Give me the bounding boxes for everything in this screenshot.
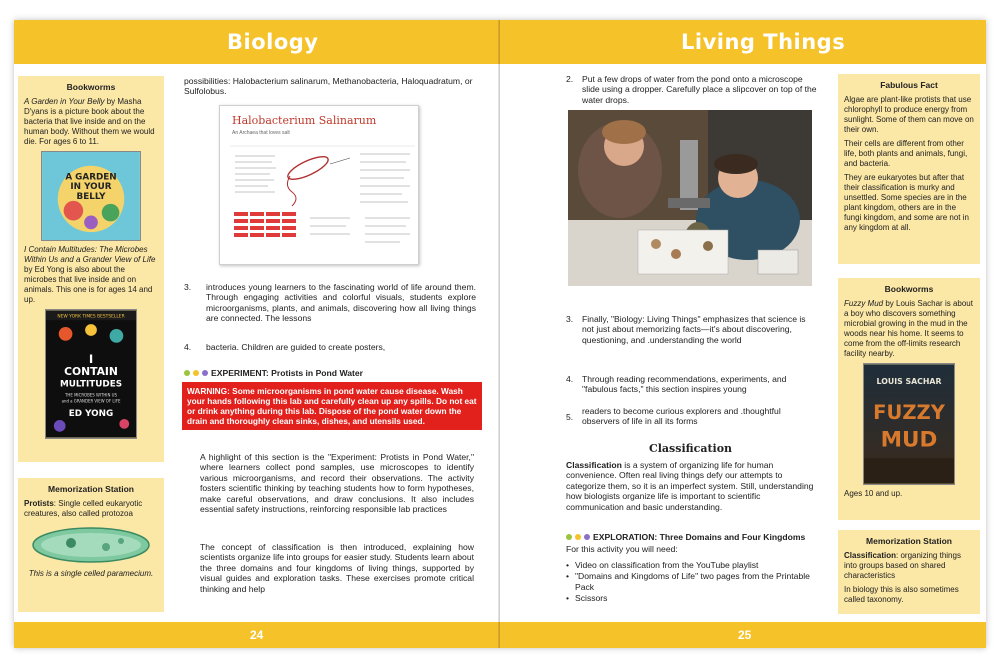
svg-text:THE MICROBES WITHIN US: THE MICROBES WITHIN US bbox=[65, 392, 117, 398]
list-item: • Video on classification from the YouTube playlist bbox=[566, 560, 818, 570]
sidebar-title: Fabulous Fact bbox=[880, 80, 938, 90]
header-band bbox=[500, 20, 986, 64]
svg-text:MUD: MUD bbox=[880, 427, 938, 453]
purple-dot-icon bbox=[584, 534, 590, 540]
fabulous-fact-sidebar bbox=[838, 74, 980, 264]
fact-paragraph: Algae are plant-like protists that use chlorophyll to produce energy from sunlight. Some of them can move on their own. bbox=[844, 94, 974, 134]
supplies-list bbox=[566, 560, 818, 605]
item-number: 3. bbox=[566, 314, 574, 324]
definition: Classification: organizing things into groups based on shared characteristics bbox=[844, 550, 961, 580]
bookworms-sidebar bbox=[18, 76, 164, 462]
purple-dot-icon bbox=[202, 370, 208, 376]
page-header-title: Biology bbox=[227, 30, 319, 54]
item-number: 4. bbox=[184, 342, 192, 352]
exploration-title-text: EXPLORATION: Three Domains and Four Kingdoms bbox=[593, 532, 806, 542]
svg-text:I: I bbox=[88, 351, 94, 366]
footer-band bbox=[500, 622, 986, 648]
svg-text:CONTAIN: CONTAIN bbox=[64, 364, 118, 378]
microscope-photo bbox=[568, 110, 812, 286]
classification-heading: Classification bbox=[649, 442, 733, 455]
book-description: Fuzzy Mud by Louis Sachar is about a boy who discovers something microbial growing in the mud in the woods near his home. It seems to come from the off-limits research facility nearby. bbox=[844, 298, 973, 358]
list-item: • Scissors bbox=[566, 593, 818, 603]
garden-book-cover bbox=[41, 151, 141, 241]
paramecium-illustration bbox=[26, 523, 156, 567]
book-spread bbox=[14, 20, 986, 648]
sidebar-title: Memorization Station bbox=[866, 536, 952, 546]
list-item: • "Domains and Kingdoms of Life" two pages from the Printable Pack bbox=[566, 571, 818, 592]
header-band bbox=[14, 20, 500, 64]
left-page bbox=[14, 20, 500, 648]
warning-box: WARNING: Some microorganisms in pond water cause disease. Wash your hands following this lab and carefully clean up any spills. Do not eat or drink anything during this lab. Dispose of the pond water down the drain and thoroughly clean sinks, dishes, and utensils used. bbox=[182, 382, 482, 430]
halobacterium-sketch bbox=[220, 106, 420, 266]
list-item bbox=[566, 314, 818, 358]
item-number: 5. bbox=[566, 412, 574, 422]
svg-text:FUZZY: FUZZY bbox=[873, 400, 945, 424]
page-number: 24 bbox=[250, 628, 264, 642]
page-header-title: Living Things bbox=[681, 30, 846, 54]
experiment-paragraph: A highlight of this section is the "Experiment: Protists in Pond Water," where learners collect pond samples, use microscopes to identify various microorganisms, and record their observations. The activity fosters scientific thinking by teaching students how to form hypotheses, make careful observations, and draw conclusions. It also includes essential safety instructions, reinforcing responsible lab practices bbox=[200, 452, 474, 515]
intro-text: possibilities: Halobacterium salinarum, Methanobacteria, Haloquadratum, or Sulfolobus. bbox=[184, 76, 473, 97]
age-range: Ages 10 and up. bbox=[844, 488, 903, 498]
experiment-title-text: EXPERIMENT: Protists in Pond Water bbox=[211, 368, 363, 378]
book-description: I Contain Multitudes: The Microbes Within Us and a Grander View of Life by Ed Yong is also about the microbes that live inside and on animals. This one is for ages 14 and up. bbox=[24, 244, 156, 304]
definition: Protists: Single celled eukaryotic creatures, also called protozoa bbox=[24, 498, 143, 518]
sidebar-title: Bookworms bbox=[884, 284, 934, 294]
notebook-title: Halobacterium Salinarum bbox=[232, 114, 377, 127]
exploration-intro: For this activity you will need: bbox=[566, 544, 678, 554]
item-text: Finally, "Biology: Living Things" emphasizes that science is not just about memorizing facts—it's about discovering, questioning, and .understanding the world bbox=[582, 314, 806, 345]
yellow-dot-icon bbox=[575, 534, 581, 540]
footer-band bbox=[14, 622, 500, 648]
multitudes-book-cover bbox=[45, 309, 137, 439]
item-number: 4. bbox=[566, 374, 574, 384]
green-dot-icon bbox=[184, 370, 190, 376]
notebook-photo bbox=[219, 105, 419, 265]
item-text: bacteria. Children are guided to create posters, bbox=[206, 342, 386, 352]
svg-text:and a GRANDER VIEW OF LIFE: and a GRANDER VIEW OF LIFE bbox=[61, 397, 121, 403]
item-text: introduces young learners to the fascinating world of life around them. Through engaging activities and colorful visuals, students explore microorganisms, plants, and animals, discovering how all living things are connected. The lessons bbox=[206, 282, 476, 324]
item-text: Put a few drops of water from the pond onto a microscope slide using a dropper. Carefully place a slipcover on top of the water drops. bbox=[582, 74, 817, 105]
classification-paragraph: Classification is a system of organizing life for human convenience. Often real living things defy our attempts to categorize them, so it is an imperfect system. Still, understanding how biologists organize life is important to scientific communication and basic understanding. bbox=[566, 460, 814, 512]
item-number: 2. bbox=[566, 74, 574, 84]
right-page bbox=[500, 20, 986, 648]
memorization-sidebar bbox=[838, 530, 980, 614]
image-caption: This is a single celled paramecium. bbox=[28, 568, 154, 578]
svg-text:IN YOUR: IN YOUR bbox=[70, 181, 112, 192]
fact-paragraph: They are eukaryotes but after that their classification is murky and unsettled. Some species are in the plant kingdom, others are in the fungi kingdom, and some are not in any kingdom at all. bbox=[844, 172, 969, 232]
classification-paragraph: The concept of classification is then introduced, explaining how scientists organize life into groups for easier study. Students learn about the three domains and four kingdoms of living things, supported by visual guides and exploration tasks. These exercises promote critical thinking and help bbox=[200, 542, 474, 594]
page-number: 25 bbox=[738, 628, 752, 642]
sidebar-title: Bookworms bbox=[66, 82, 116, 92]
sidebar-title: Memorization Station bbox=[48, 484, 134, 494]
list-item bbox=[184, 282, 474, 332]
notebook-subtitle: An Archaea that loves salt bbox=[232, 130, 290, 136]
svg-text:ED YONG: ED YONG bbox=[68, 408, 114, 419]
svg-text:NEW YORK TIMES BESTSELLER: NEW YORK TIMES BESTSELLER bbox=[57, 313, 125, 319]
list-item bbox=[184, 342, 474, 356]
svg-text:LOUIS SACHAR: LOUIS SACHAR bbox=[876, 376, 942, 386]
experiment-title bbox=[184, 368, 363, 378]
svg-text:BELLY: BELLY bbox=[76, 191, 106, 202]
yellow-dot-icon bbox=[193, 370, 199, 376]
bookworms-sidebar bbox=[838, 278, 980, 520]
fuzzy-mud-book-cover bbox=[863, 363, 955, 485]
fact-paragraph: Their cells are different from other life, both plants and animals, fungi, and bacteria. bbox=[844, 138, 968, 168]
list-item bbox=[566, 406, 818, 432]
memorization-sidebar bbox=[18, 478, 164, 612]
list-item bbox=[566, 374, 818, 400]
definition-note: In biology this is also sometimes called taxonomy. bbox=[844, 584, 959, 604]
svg-text:MULTITUDES: MULTITUDES bbox=[59, 379, 123, 390]
item-number: 3. bbox=[184, 282, 192, 292]
exploration-title bbox=[566, 532, 805, 542]
green-dot-icon bbox=[566, 534, 572, 540]
step-item bbox=[566, 74, 818, 114]
book-description: A Garden in Your Belly by Masha D'yans is a picture book about the bacteria that live inside and on the human body. Without them we would die. For ages 6 to 11. bbox=[24, 96, 155, 146]
svg-text:A GARDEN: A GARDEN bbox=[65, 172, 117, 183]
item-text: readers to become curious explorers and .thoughtful observers of life in all its forms bbox=[582, 406, 781, 427]
item-text: Through reading recommendations, experiments, and "fabulous facts," this section inspires young bbox=[582, 374, 787, 395]
